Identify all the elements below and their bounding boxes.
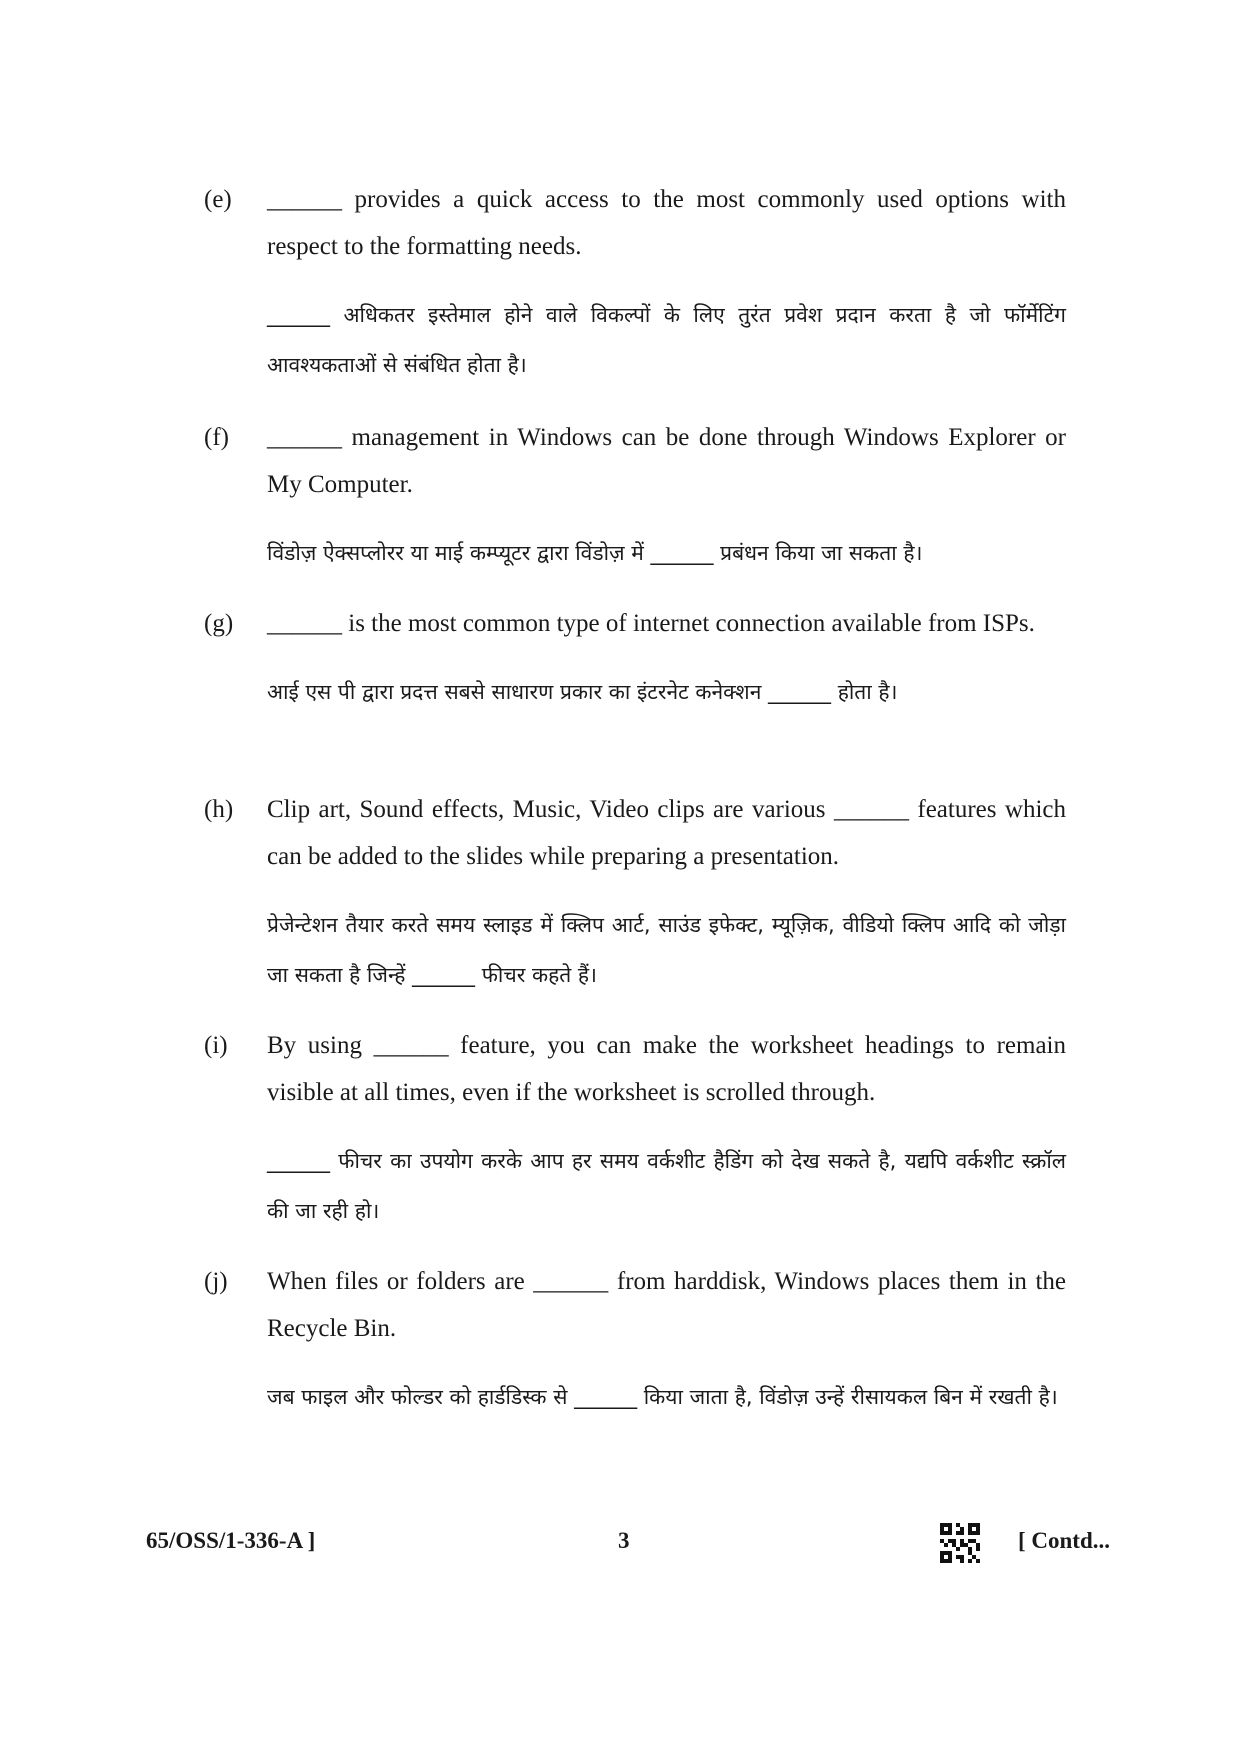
question-text-english: When files or folders are ______ from harddisk, Windows places them in the Recycle Bin. [267,1268,1066,1342]
question-text-hindi: प्रेजेन्टेशन तैयार करते समय स्लाइड में क्लिप आर्ट, साउंड इफेक्ट, म्यूज़िक, वीडियो क्लिप आदि को जोड़ा जा सकता है जिन्हें ______ फीचर कहते हैं। [267,913,1066,987]
question-text-hindi: विंडोज़ ऐक्सप्लोरर या माई कम्प्यूटर द्वारा विंडोज़ में ______ प्रबंधन किया जा सकता है। [267,541,923,565]
page-number: 3 [618,1528,630,1553]
question-text-hindi: ______ फीचर का उपयोग करके आप हर समय वर्कशीट हैडिंग को देख सकते है, यद्यपि वर्कशीट स्क्रॉल की जा रही हो। [267,1149,1066,1223]
question-text-english: ______ management in Windows can be done through Windows Explorer or My Computer. [267,424,1066,498]
question-label: (e) [204,186,232,213]
question-label: (g) [204,610,234,637]
continued-label: [ Contd... [1018,1528,1111,1553]
paper-code: 65/OSS/1-336-A ] [146,1528,316,1553]
question-text-english: By using ______ feature, you can make the worksheet headings to remain visible at all times, even if the worksheet is scrolled through. [267,1032,1066,1106]
qr-code-icon [940,1523,980,1563]
question-text-english: ______ is the most common type of internet connection available from ISPs. [267,610,1035,637]
question-label: (i) [204,1032,228,1059]
question-text-hindi: आई एस पी द्वारा प्रदत्त सबसे साधारण प्रकार का इंटरनेट कनेक्शन ______ होता है। [267,680,898,704]
question-text-english: ______ provides a quick access to the most commonly used options with respect to the formatting needs. [267,186,1066,260]
question-label: (j) [204,1268,228,1295]
question-text-english: Clip art, Sound effects, Music, Video clips are various ______ features which can be added to the slides while preparing a presentation. [267,796,1066,870]
question-text-hindi: ______ अधिकतर इस्तेमाल होने वाले विकल्पों के लिए तुरंत प्रवेश प्रदान करता है जो फॉर्मेटिंग आवश्यकताओं से संबंधित होता है। [267,303,1066,377]
question-text-hindi: जब फाइल और फोल्डर को हार्डडिस्क से ______ किया जाता है, विंडोज़ उन्हें रीसायकल बिन में रखती है। [267,1385,1058,1409]
question-label: (h) [204,796,234,823]
question-label: (f) [204,424,229,451]
